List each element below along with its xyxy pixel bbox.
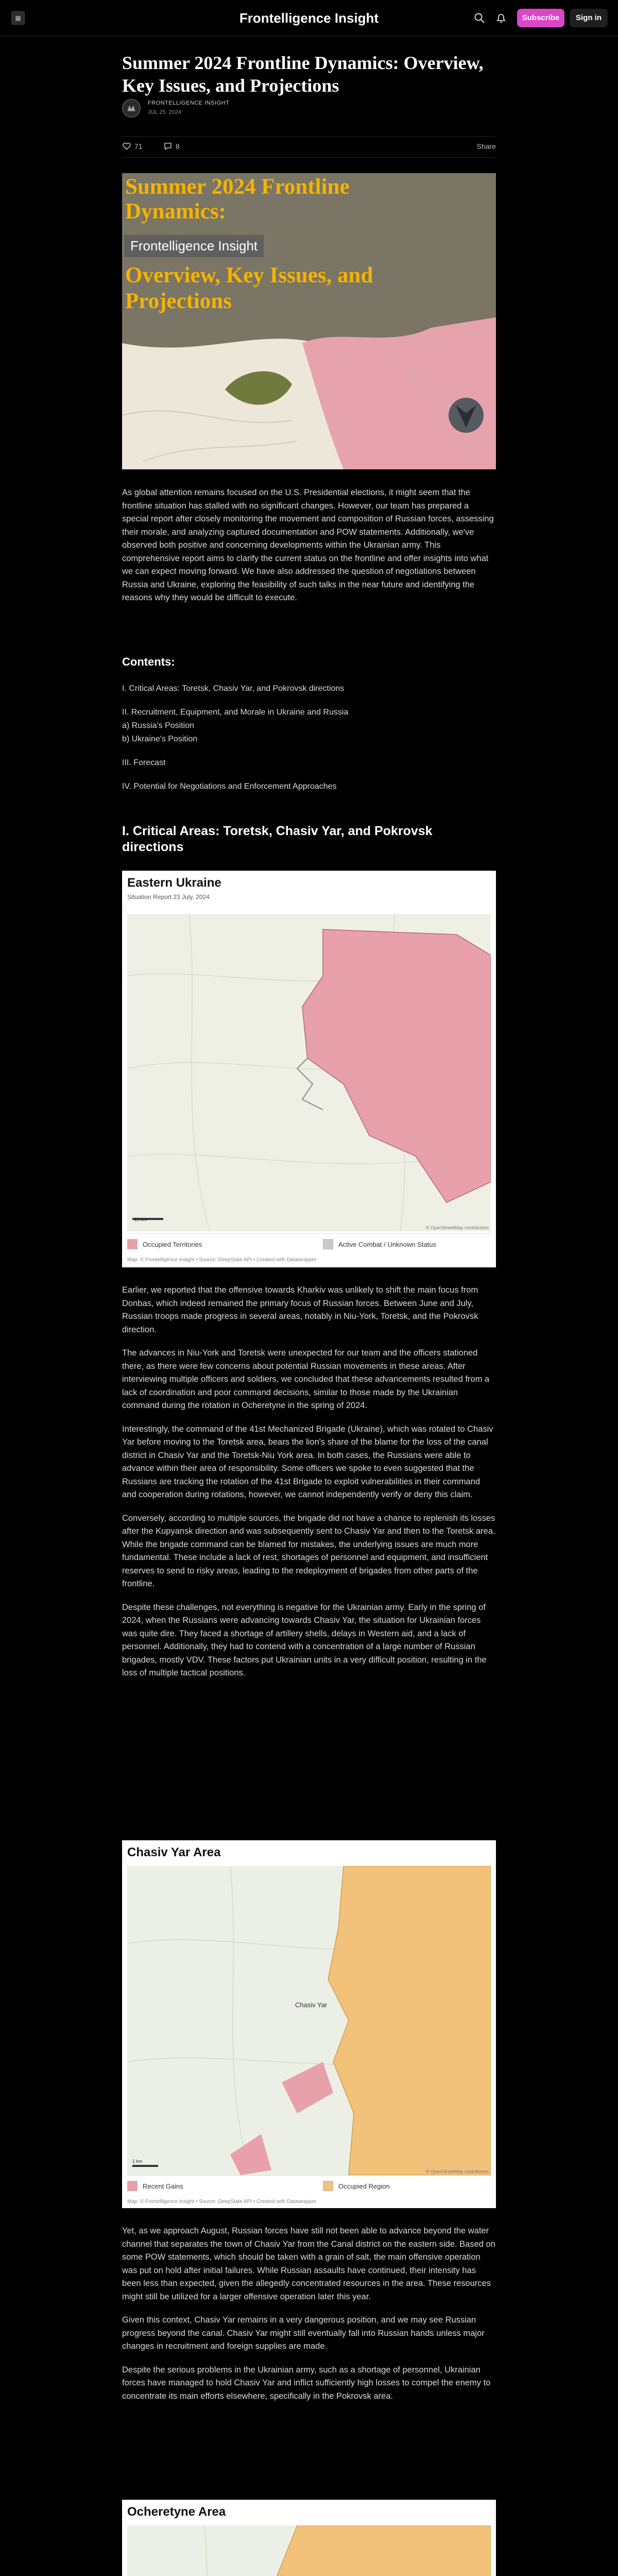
map-1-canvas: [127, 914, 491, 1231]
legend-swatch-region: [323, 2181, 333, 2191]
legend-swatch-active: [323, 1239, 333, 1249]
section-1-paragraph-3: Interestingly, the command of the 41st Mechanized Brigade (Ukraine), which was rotated to Chasiv Yar before moving to the Toretsk area, bears the lion's share of the blame for the loss of the canal district in Chasiv Yar and the Toretsk-Niu York area. In both cases, the Russians were able to advance within their area of responsibility. Some officers we spoke to even suggested that the Russians are tracking the rotation of the 41st Brigade to exploit vulnerabilities in their command and cooperation during rotations, however, we cannot independently verify or deny this claim.: [122, 1424, 493, 1499]
map-3-canvas: [127, 2526, 491, 2576]
map-2-canvas: [127, 1866, 491, 2175]
map-1-credit: © OpenStreetMap contributors: [425, 1225, 489, 1230]
map-2-scale: 1 km: [132, 2159, 143, 2164]
map-2-legend: [127, 2175, 491, 2196]
subscribe-button[interactable]: Subscribe: [517, 9, 564, 27]
search-icon[interactable]: [474, 12, 485, 24]
map-eastern-ukraine[interactable]: [122, 871, 496, 1267]
article-header: [122, 52, 496, 97]
hero-title-line-4: Projections: [125, 289, 232, 313]
map-2-source: Map: © Frontelligence Insight • Source: DeepState API • Created with Datawrapper: [127, 2199, 317, 2205]
legend-active-combat: [323, 1239, 436, 1249]
legend-occupied: [127, 1239, 202, 1249]
like-button[interactable]: [122, 142, 143, 151]
article-title: Summer 2024 Frontline Dynamics: Overview, Key Issues, and Projections: [122, 53, 484, 96]
legend-region-label: Occupied Region: [338, 2182, 390, 2190]
toc-heading: Contents:: [122, 655, 175, 668]
map-1-scale: 20 km: [134, 1217, 147, 1222]
map-3-title: Ocheretyne Area: [127, 2505, 226, 2519]
section-1-heading: I. Critical Areas: Toretsk, Chasiv Yar, and Pokrovsk directions: [122, 824, 433, 854]
toc-item-2: II. Recruitment, Equipment, and Morale in Ukraine and Russia: [122, 708, 349, 717]
toc-item-3: III. Forecast: [122, 758, 166, 767]
map-2-title: Chasiv Yar Area: [127, 1845, 221, 1859]
toc-item-2b: b) Ukraine's Position: [122, 735, 198, 743]
legend-active-label: Active Combat / Unknown Status: [338, 1240, 437, 1248]
section-1-text-a: [122, 1284, 496, 1680]
section-1-header: [122, 823, 496, 855]
publication-name[interactable]: Frontelligence Insight: [239, 10, 379, 26]
legend-occupied-region: [323, 2181, 390, 2191]
map-2-place-label: Chasiv Yar: [295, 2001, 328, 2009]
legend-swatch-recent: [127, 2181, 138, 2191]
table-of-contents: [122, 655, 496, 793]
section-1-paragraph-7: Given this context, Chasiv Yar remains in a very dangerous position, and we may see Russian progress beyond the canal. Chasiv Yar might still eventually fall into Russian hands unless major changes in recruitment and foreign supplies are made.: [122, 2315, 485, 2351]
hero-title-line-3: Overview, Key Issues, and: [125, 263, 373, 287]
intro-block: [122, 486, 496, 605]
bell-icon[interactable]: [495, 12, 507, 24]
section-1-paragraph-1: Earlier, we reported that the offensive towards Kharkiv was unlikely to shift the main focus from Donbas, which indeed remained the primary focus of Russian forces. Between June and July, Russian troops made progress in several areas, notably in Niu-York, Toretsk, and the Pokrovsk direction.: [122, 1285, 478, 1334]
intro-paragraph: As global attention remains focused on the U.S. Presidential elections, it might seem that the frontline situation has stalled with no significant changes. However, our team has prepared a special report after closely monitoring the movement and composition of Russian forces, assessing their morale, and analyzing captured documentation and POW statements. Additionally, we've observed both positive and concerning developments within the Ukrainian army. This comprehensive report aims to clarify the current status on the frontline and offer insights into what we can expect moving forward. We have also addressed the question of negotiations between Russia and Ukraine, exploring the feasibility of such talks in the near future and identifying the reasons why they would be difficult to execute.: [122, 488, 494, 602]
hero-title-line-1: Summer 2024 Frontline: [125, 175, 350, 199]
legend-recent-label: Recent Gains: [143, 2182, 183, 2190]
map-1-subtitle: Situation Report 23 July, 2024: [127, 893, 210, 901]
hero-title-line-2: Dynamics:: [125, 199, 226, 224]
author-avatar[interactable]: [122, 99, 141, 117]
share-label: Share: [476, 142, 496, 150]
like-count: 71: [134, 142, 143, 150]
legend-recent-gains: [127, 2181, 183, 2191]
legend-occupied-label: Occupied Territories: [143, 1240, 202, 1248]
map-2-scale-bar: [132, 2165, 158, 2167]
top-bar: [0, 0, 618, 36]
map-chasiv-yar[interactable]: [122, 1840, 496, 2208]
map-1-source: Map: © Frontelligence Insight • Source: DeepState API • Created with Datawrapper: [127, 1257, 317, 1263]
legend-swatch-occupied: [127, 1239, 138, 1249]
map-1-legend: [127, 1233, 491, 1254]
section-1-paragraph-4: Conversely, according to multiple sources, the brigade did not have a chance to replenish its losses after the Kupyansk direction and was subsequently sent to Chasiv Yar and then to the Toretsk area. While the brigade command can be blamed for mistakes, the underlying issues are much more fundamental. These include a lack of rest, shortages of personnel and equipment, and insufficient reserves to send to risky areas, leading to the redeployment of brigades from other parts of the frontline.: [122, 1513, 495, 1588]
toc-item-4: IV. Potential for Negotiations and Enforcement Approaches: [122, 782, 337, 791]
hero-tag: Frontelligence Insight: [124, 235, 264, 257]
post-date: JUL 25, 2024: [148, 109, 182, 115]
publication-logo[interactable]: ▦: [11, 11, 25, 25]
map-1-title: Eastern Ukraine: [127, 876, 221, 890]
toc-item-2a: a) Russia's Position: [122, 721, 194, 730]
hero-image[interactable]: [122, 173, 496, 469]
author-name[interactable]: FRONTELLIGENCE INSIGHT: [148, 100, 230, 106]
map-2-credit: © OpenStreetMap contributors: [425, 2169, 489, 2174]
section-1-paragraph-2: The advances in Niu-York and Toretsk were unexpected for our team and the officers stationed there, as there were few concerns about potential Russian movements in these areas. After interviewing multiple officers and soldiers, we concluded that these advancements resulted from a lack of coordination and poor command decisions, similar to those made by the Ukrainian command during the rotation in Ocheretyne in the spring of 2024.: [122, 1348, 490, 1410]
comment-button[interactable]: [163, 142, 180, 151]
sign-in-button[interactable]: Sign in: [570, 9, 608, 27]
map-ocheretyne[interactable]: [122, 2500, 496, 2576]
comment-count: 8: [176, 142, 180, 150]
section-1-paragraph-5: Despite these challenges, not everything is negative for the Ukrainian army. Early in the spring of 2024, when the Russians were advancing towards Chasiv Yar, the situation for Ukrainian forces was quite dire. They faced a shortage of artillery shells, delays in Western aid, and a lack of personnel. Additionally, they had to contend with a concentration of a large number of Russian brigades, mostly VDV. These factors put Ukrainian units in a very difficult position, resulting in the loss of multiple tactical positions.: [122, 1602, 487, 1677]
heart-icon: [122, 142, 131, 151]
comment-icon: [163, 142, 173, 151]
section-1-text-b: [122, 2225, 496, 2403]
toc-item-1: I. Critical Areas: Toretsk, Chasiv Yar, and Pokrovsk directions: [122, 684, 345, 693]
post-actions: [122, 136, 496, 158]
section-1-paragraph-6: Yet, as we approach August, Russian forces have still not been able to advance beyond the water channel that separates the town of Chasiv Yar from the Canal district on the eastern side. Based on some POW statements, which should be taken with a grain of salt, the main offensive operation was put on hold after initial failures. While Russian assaults have continued, their intensity has been less than expected, given the allegedly concentrated resources in the area. These resources might still be utilized for a larger offensive operation later this year.: [122, 2226, 495, 2301]
share-button[interactable]: [477, 142, 496, 150]
section-1-paragraph-8: Despite the serious problems in the Ukrainian army, such as a shortage of personnel, Ukrainian forces have managed to hold Chasiv Yar and inflict sufficiently high losses to compel the enemy to concentrate its main efforts elsewhere, specifically in the Pokrovsk area.: [122, 2365, 491, 2401]
